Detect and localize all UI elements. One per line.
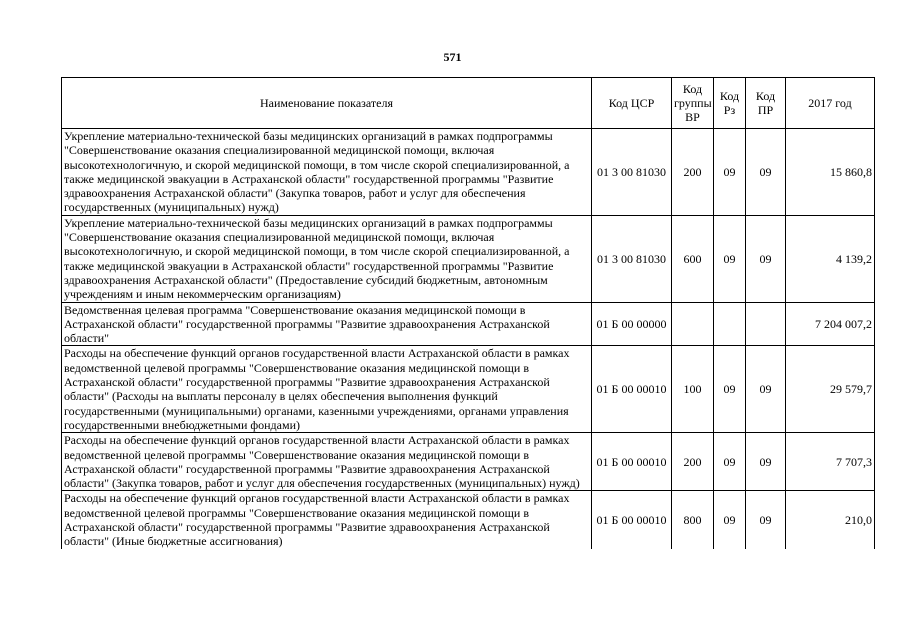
row-rz-code: 09 <box>714 491 746 549</box>
row-name: Расходы на обеспечение функций органов государственной власти Астраханской области в рамках ведомственной целевой программы "Совершенствование оказания медицинской помощи в Астраханской области" государственной программы "Развитие здравоохранения Астраханской области" (Расходы на выплаты персоналу в целях обеспечения выполнения функций государственными (муниципальными) органами, казенными учреждениями, органами управления государственными внебюджетными фондами) <box>62 346 592 433</box>
row-rz-code: 09 <box>714 129 746 216</box>
row-vr-code: 100 <box>672 346 714 433</box>
row-pr-code: 09 <box>746 346 786 433</box>
row-rz-code: 09 <box>714 346 746 433</box>
table-row <box>62 129 875 216</box>
row-vr-code: 800 <box>672 491 714 549</box>
row-vr-code: 600 <box>672 215 714 302</box>
budget-table <box>61 77 875 549</box>
header-vr-line: ВР <box>685 110 700 124</box>
table-header-row <box>62 78 875 129</box>
row-amount: 7 204 007,2 <box>786 302 875 346</box>
row-name: Расходы на обеспечение функций органов государственной власти Астраханской области в рамках ведомственной целевой программы "Совершенствование оказания медицинской помощи в Астраханской области" государственной программы "Развитие здравоохранения Астраханской области" (Закупка товаров, работ и услуг для обеспечения государственных (муниципальных) нужд) <box>62 433 592 491</box>
row-vr-code: 200 <box>672 129 714 216</box>
header-rz-code <box>714 78 746 129</box>
row-csr-code: 01 Б 00 00010 <box>592 346 672 433</box>
row-csr-code: 01 3 00 81030 <box>592 129 672 216</box>
header-pr-line: Код <box>755 89 776 103</box>
row-csr-code: 01 Б 00 00010 <box>592 433 672 491</box>
table-row <box>62 302 875 346</box>
page-number: 571 <box>443 50 462 64</box>
table-row <box>62 215 875 302</box>
row-name: Укрепление материально-технической базы медицинских организаций в рамках подпрограммы "Совершенствование оказания специализированной медицинской помощи, включая высокотехнологичную, и скорой медицинской помощи, в том числе скорой специализированной, а также медицинской эвакуации в Астраханской области" государственной программы "Развитие здравоохранения Астраханской области" (Предоставление субсидий бюджетным, автономным учреждениям и иным некоммерческим организациям) <box>62 215 592 302</box>
header-vr-line: Код <box>682 82 703 96</box>
row-pr-code: 09 <box>746 433 786 491</box>
row-rz-code <box>714 302 746 346</box>
header-rz-line: Код <box>719 89 740 103</box>
row-pr-code: 09 <box>746 215 786 302</box>
row-rz-code: 09 <box>714 215 746 302</box>
row-pr-code: 09 <box>746 491 786 549</box>
row-csr-code: 01 Б 00 00000 <box>592 302 672 346</box>
header-rz-line: Рз <box>723 103 736 117</box>
header-pr-line: ПР <box>757 103 774 117</box>
table-row <box>62 491 875 549</box>
header-csr-code: Код ЦСР <box>592 78 672 129</box>
row-csr-code: 01 3 00 81030 <box>592 215 672 302</box>
row-name: Укрепление материально-технической базы медицинских организаций в рамках подпрограммы "Совершенствование оказания специализированной медицинской помощи, включая высокотехнологичную, и скорой медицинской помощи, в том числе скорой специализированной, а также медицинской эвакуации в Астраханской области" государственной программы "Развитие здравоохранения Астраханской области" (Закупка товаров, работ и услуг для обеспечения государственных (муниципальных) нужд) <box>62 129 592 216</box>
row-amount: 29 579,7 <box>786 346 875 433</box>
row-name: Расходы на обеспечение функций органов государственной власти Астраханской области в рамках ведомственной целевой программы "Совершенствование оказания медицинской помощи в Астраханской области" государственной программы "Развитие здравоохранения Астраханской области" (Иные бюджетные ассигнования) <box>62 491 592 549</box>
row-amount: 210,0 <box>786 491 875 549</box>
header-pr-code <box>746 78 786 129</box>
row-amount: 15 860,8 <box>786 129 875 216</box>
header-vr-line: группы <box>674 96 712 110</box>
row-vr-code <box>672 302 714 346</box>
row-rz-code: 09 <box>714 433 746 491</box>
row-amount: 4 139,2 <box>786 215 875 302</box>
row-csr-code: 01 Б 00 00010 <box>592 491 672 549</box>
header-year: 2017 год <box>786 78 875 129</box>
header-name: Наименование показателя <box>62 78 592 129</box>
row-pr-code: 09 <box>746 129 786 216</box>
table-row <box>62 346 875 433</box>
row-vr-code: 200 <box>672 433 714 491</box>
table-row <box>62 433 875 491</box>
row-amount: 7 707,3 <box>786 433 875 491</box>
row-name: Ведомственная целевая программа "Совершенствование оказания медицинской помощи в Астраханской области" государственной программы "Развитие здравоохранения Астраханской области" <box>62 302 592 346</box>
header-vr-code <box>672 78 714 129</box>
row-pr-code <box>746 302 786 346</box>
